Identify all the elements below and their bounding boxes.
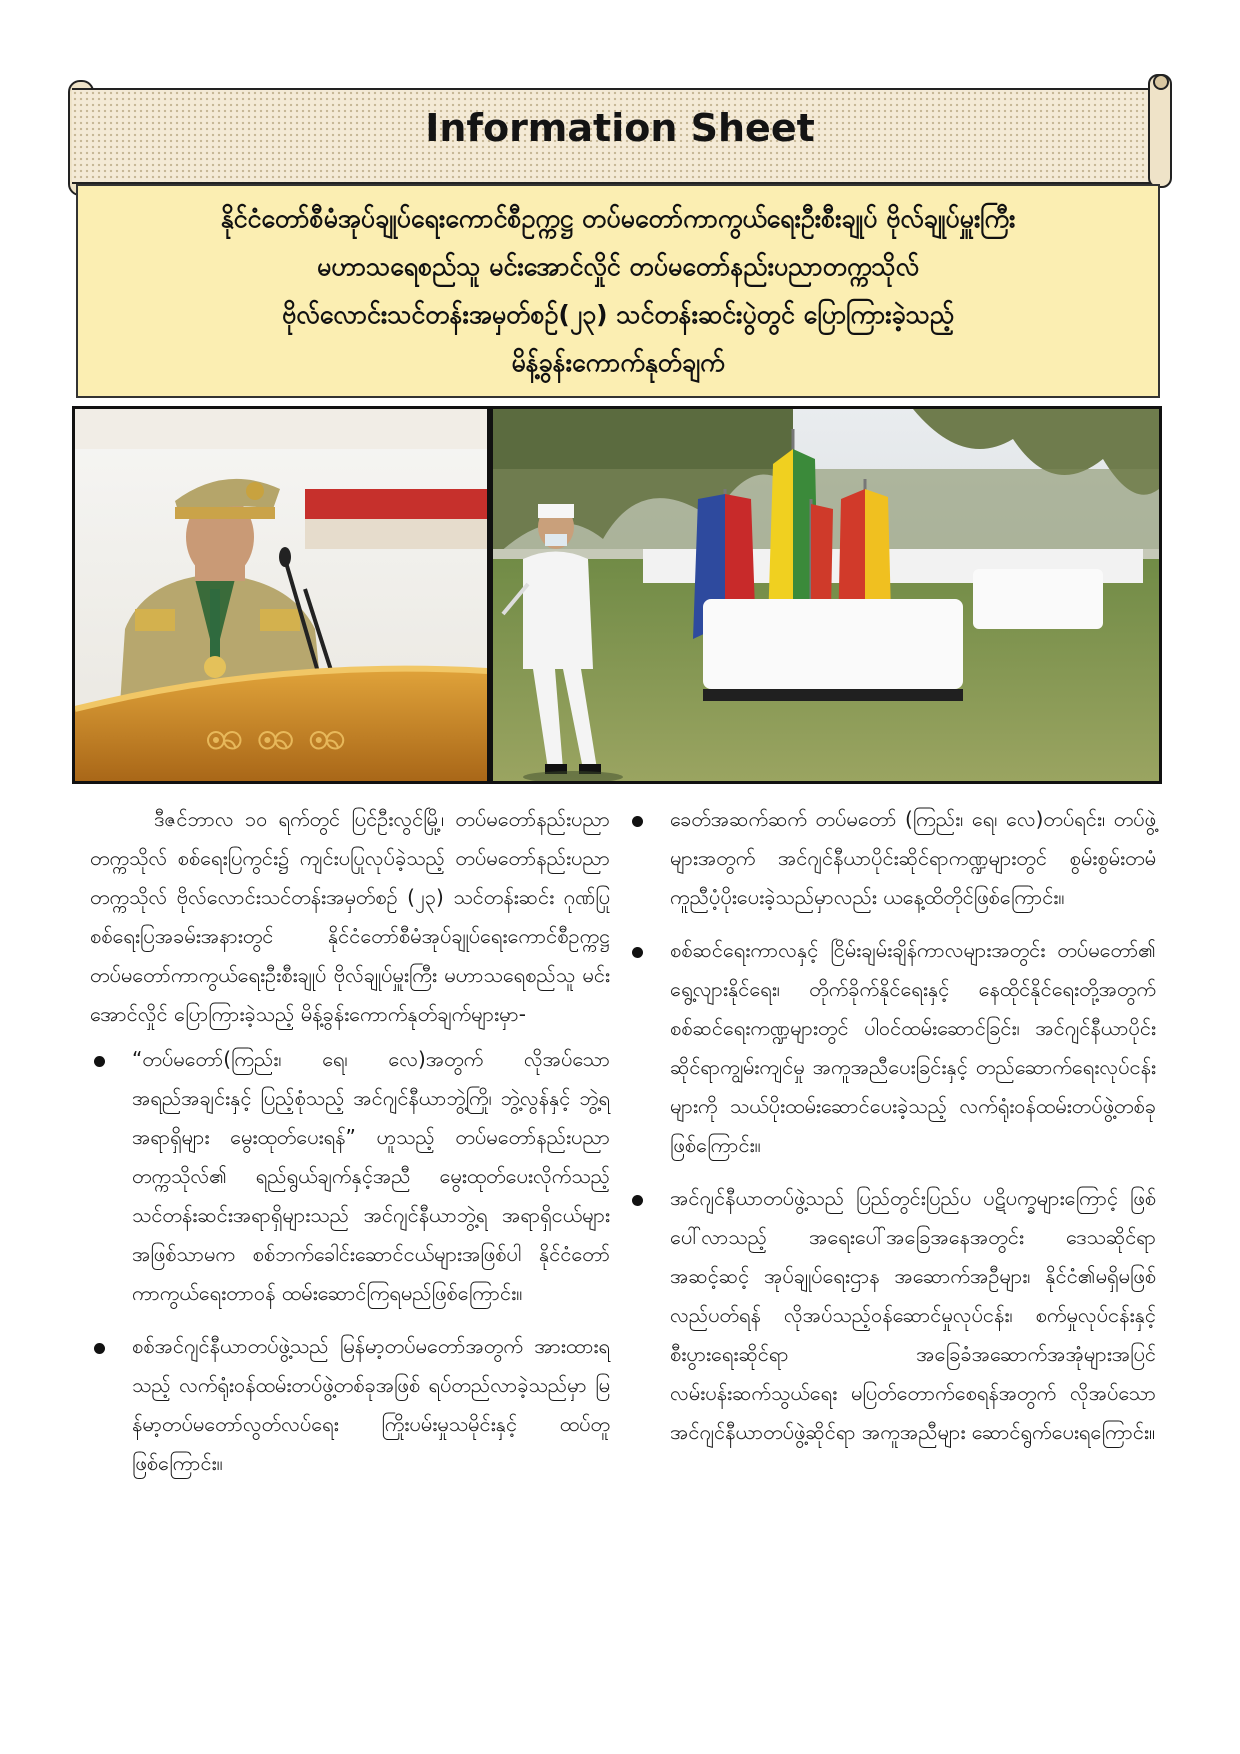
list-item: “တပ်မတော်(ကြည်း၊ ရေ၊ လေ)အတွက် လိုအပ်သော အရည်အချင်းနှင့် ပြည့်စုံသည့် အင်ဂျင်နီယာဘွဲ့ကြို၊ ဘွဲ့လွန်နှင့် ဘွဲ့ရအရာရှိများ မွေးထုတ်ပေးရန်” ဟူသည့် တပ်မတော်နည်းပညာတက္ကသိုလ်၏ ရည်ရွယ်ချက်နှင့်အညီ မွေးထုတ်ပေးလိုက်သည့် သင်တန်းဆင်းအရာရှိများသည် အင်ဂျင်နီယာဘွဲ့ရ အရာရှိငယ်များအဖြစ်သာမက စစ်ဘက်ခေါင်းဆောင်ငယ်များအဖြစ်ပါ နိုင်ငံတော်ကာကွယ်ရေးတာဝန် ထမ်းဆောင်ကြရမည်ဖြစ်ကြောင်း။ — [90, 1040, 610, 1313]
left-bullet-list — [90, 1040, 610, 1483]
headline-box — [76, 184, 1160, 398]
headline-line: မဟာသရေစည်သူ မင်းအောင်လှိုင် တပ်မတော်နည်းပညာတက္ကသိုလ် — [316, 252, 920, 281]
parade-photo — [493, 409, 1159, 781]
speech-photo — [75, 409, 487, 781]
list-item: ခေတ်အဆက်ဆက် တပ်မတော် (ကြည်း၊ ရေ၊ လေ)တပ်ရင်း၊ တပ်ဖွဲ့များအတွက် အင်ဂျင်နီယာပိုင်းဆိုင်ရာကဏ္ဍများတွင် စွမ်းစွမ်းတမံ ကူညီပံ့ပိုးပေးခဲ့သည်မှာလည်း ယနေ့ထိတိုင်ဖြစ်ကြောင်း။ — [628, 800, 1156, 917]
list-item: စစ်အင်ဂျင်နီယာတပ်ဖွဲ့သည် မြန်မာ့တပ်မတော်အတွက် အားထားရသည့် လက်ရုံးဝန်ထမ်းတပ်ဖွဲ့တစ်ခုအဖြစ် ရပ်တည်လာခဲ့သည်မှာ မြန်မာ့တပ်မတော်လွတ်လပ်ရေး ကြိုးပမ်းမှုသမိုင်းနှင့် ထပ်တူဖြစ်ကြောင်း။ — [90, 1327, 610, 1483]
svg-text:ꩩ ꩩ ꩩ: ꩩ ꩩ ꩩ — [205, 713, 347, 759]
headline-line: ဗိုလ်လောင်းသင်တန်းအမှတ်စဉ်(၂၃) သင်တန်းဆင်းပွဲတွင် ပြောကြားခဲ့သည့် — [282, 300, 954, 329]
right-bullet-list — [628, 800, 1156, 1452]
scroll-curl-right — [1148, 74, 1172, 188]
list-item: စစ်ဆင်ရေးကာလနှင့် ငြိမ်းချမ်းချိန်ကာလများအတွင်း တပ်မတော်၏ ရွေ့လျားနိုင်ရေး၊ တိုက်ခိုက်နိုင်ရေးနှင့် နေထိုင်နိုင်ရေးတို့အတွက် စစ်ဆင်ရေးကဏ္ဍများတွင် ပါဝင်ထမ်းဆောင်ခြင်း၊ အင်ဂျင်နီယာပိုင်းဆိုင်ရာကျွမ်းကျင်မှု အကူအညီပေးခြင်းနှင့် တည်ဆောက်ရေးလုပ်ငန်းများကို သယ်ပိုးထမ်းဆောင်ပေးခဲ့သည့် လက်ရုံးဝန်ထမ်းတပ်ဖွဲ့တစ်ခု ဖြစ်ကြောင်း။ — [628, 931, 1156, 1165]
headline-line: မိန့်ခွန်းကောက်နုတ်ချက် — [511, 348, 725, 377]
page-title: Information Sheet — [425, 106, 815, 150]
left-column — [90, 800, 610, 1497]
intro-paragraph: ဒီဇင်ဘာလ ၁၀ ရက်တွင် ပြင်ဦးလွင်မြို့၊ တပ်မတော်နည်းပညာတက္ကသိုလ် စစ်ရေးပြကွင်း၌ ကျင်းပပြုလုပ်ခဲ့သည့် တပ်မတော်နည်းပညာတက္ကသိုလ် ဗိုလ်လောင်းသင်တန်းအမှတ်စဉ် (၂၃) သင်တန်းဆင်း ဂုဏ်ပြုစစ်ရေးပြအခမ်းအနားတွင် နိုင်ငံတော်စီမံအုပ်ချုပ်ရေးကောင်စီဥက္ကဋ္ဌ တပ်မတော်ကာကွယ်ရေးဦးစီးချုပ် ဗိုလ်ချုပ်မှူးကြီး မဟာသရေစည်သူ မင်းအောင်လှိုင် ပြောကြားခဲ့သည့် မိန့်ခွန်းကောက်နုတ်ချက်များမှာ- — [90, 807, 610, 1026]
right-column — [628, 800, 1156, 1466]
headline-line: နိုင်ငံတော်စီမံအုပ်ချုပ်ရေးကောင်စီဥက္ကဋ္ဌ တပ်မတော်ကာကွယ်ရေးဦးစီးချုပ် ဗိုလ်ချုပ်မှူးကြီး — [220, 204, 1016, 233]
list-item: အင်ဂျင်နီယာတပ်ဖွဲ့သည် ပြည်တွင်းပြည်ပ ပဋိပက္ခများကြောင့် ဖြစ်ပေါ်လာသည့် အရေးပေါ်အခြေအနေအတွင်း ဒေသဆိုင်ရာအဆင့်ဆင့် အုပ်ချုပ်ရေးဌာန အဆောက်အဦများ၊ နိုင်ငံ၏မရှိမဖြစ်လည်ပတ်ရန် လိုအပ်သည့်ဝန်ဆောင်မှုလုပ်ငန်း၊ စက်မှုလုပ်ငန်းနှင့် စီးပွားရေးဆိုင်ရာ အခြေခံအဆောက်အအုံများအပြင် လမ်းပန်းဆက်သွယ်ရေး မပြတ်တောက်စေရန်အတွက် လိုအပ်သော အင်ဂျင်နီယာတပ်ဖွဲ့ဆိုင်ရာ အကူအညီများ ဆောင်ရွက်ပေးရကြောင်း။ — [628, 1179, 1156, 1452]
photo-strip — [72, 406, 1162, 784]
